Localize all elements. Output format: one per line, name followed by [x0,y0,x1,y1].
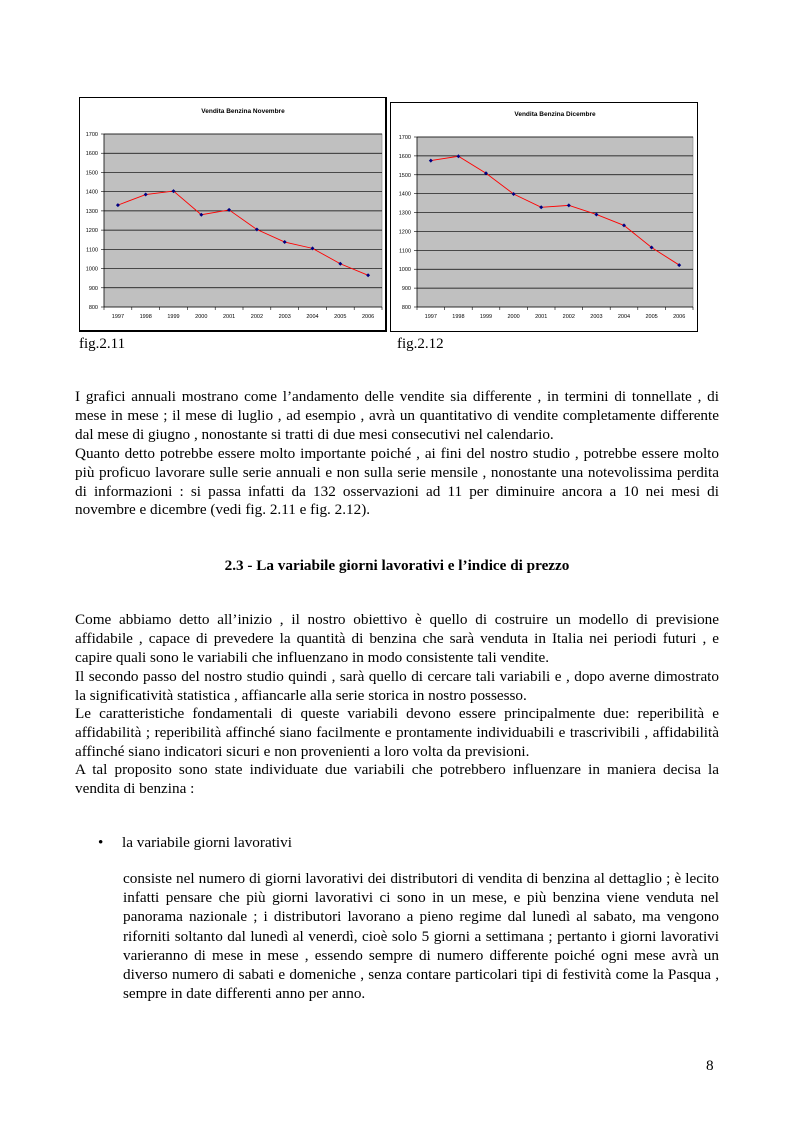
y-tick-label: 1100 [86,247,98,254]
plot-area [417,137,693,307]
y-tick-label: 1700 [398,135,411,141]
bullet-description: consiste nel numero di giorni lavorativi dei distributori di vendita di benzina al dettaglio ; è lecito infatti pensare che più giorni lavorativi ci sono in un mese, e più benzina viene venduta nel panorama nazionale ; i distributori lavorano a pieno regime dal lunedì al sabato, ma vengono riforniti soltanto dal lunedì al venerdì, cioè solo 5 giorni a settimana ; pertanto i giorni lavorativi varieranno di mese in mese , essendo sempre di numero differente poiché ogni mese avrà un diverso numero di sabati e domeniche , senza contare particolari tipi di festività come la Pasqua , sempre in date differenti anno per anno. [123,870,719,1003]
y-tick-label: 1000 [398,267,411,274]
section-heading: 2.3 - La variabile giorni lavorativi e l’indice di prezzo [224,557,570,574]
page-number: 8 [706,1057,714,1074]
bullet-icon: • [98,834,104,851]
y-tick-label: 1200 [398,229,411,236]
y-tick-label: 1400 [398,191,411,198]
y-tick-label: 1300 [85,208,98,215]
chart-dicembre-svg [391,103,697,331]
x-tick-label: 2006 [361,314,375,320]
chart-title: Vendita Benzina Dicembre [514,111,596,118]
x-tick-label: 2004 [617,314,631,320]
x-tick-label: 2000 [507,314,520,320]
paragraph-4: Il secondo passo del nostro studio quindi , sarà quello di cercare tali variabili e , dopo averne dimostrato la significatività statistica , affiancarle alla serie storica in nostro possesso. [75,668,719,704]
y-tick-label: 1300 [398,210,411,217]
x-tick-label: 2004 [306,314,319,320]
figure-caption-2-12: fig.2.12 [397,336,444,352]
y-tick-label: 1600 [398,153,411,160]
x-tick-label: 2003 [278,314,291,320]
paragraph-5: Le caratteristiche fondamentali di queste variabili devono essere principalmente due: reperibilità e affidabilità ; reperibilità affinché siano facilmente e prontamente individuabili e trascrivibili , affidabilità affinché siano indicatori sicuri e non provenienti a loro volta da previsioni. [75,705,719,760]
x-tick-label: 1997 [424,314,437,320]
x-tick-label: 1999 [167,314,180,320]
x-tick-label: 2006 [673,314,686,320]
chart-dicembre [390,102,698,332]
x-tick-label: 1998 [139,314,152,320]
bullet-label: la variabile giorni lavorativi [122,834,292,851]
x-tick-label: 1999 [479,314,493,320]
y-tick-label: 900 [88,285,98,292]
y-tick-label: 1000 [85,266,98,273]
plot-area [104,134,382,307]
y-tick-label: 1400 [85,189,98,196]
x-tick-label: 2002 [562,314,575,320]
x-tick-label: 2002 [250,314,264,320]
paragraph-1: I grafici annuali mostrano come l’andamento delle vendite sia differente , in termini di tonnellate , di mese in mese ; il mese di luglio , ad esempio , avrà un quantitativo di vendite completamente differente dal mese di giugno , nonostante si tratti di due mesi consecutivi nel calendario. [75,388,719,443]
y-tick-label: 800 [401,305,411,311]
x-tick-label: 2000 [195,314,208,320]
y-tick-label: 1500 [398,172,411,179]
chart-title: Vendita Benzina Novembre [201,108,285,115]
bullet-item [98,834,292,852]
x-tick-label: 1997 [111,314,125,320]
x-tick-label: 2003 [590,314,603,320]
chart-novembre [79,97,387,332]
x-tick-label: 2001 [535,314,548,320]
y-tick-label: 1600 [85,151,98,158]
paragraph-3: Come abbiamo detto all’inizio , il nostro obiettivo è quello di costruire un modello di previsione affidabile , capace di prevedere la quantità di benzina che sarà venduta in Italia nei periodi futuri , e capire quali sono le variabili che influenzano in modo consistente tali vendite. [75,611,719,666]
x-tick-label: 2005 [334,314,347,320]
y-tick-label: 1700 [85,132,98,138]
y-tick-label: 1200 [85,228,98,235]
y-tick-label: 900 [401,286,411,293]
figure-caption-2-11: fig.2.11 [79,336,126,352]
paragraph-6: A tal proposito sono state individuate due variabili che potrebbero influenzare in maniera decisa la vendita di benzina : [75,761,719,797]
chart-novembre-svg [80,98,385,330]
x-tick-label: 2005 [645,314,658,320]
y-tick-label: 1500 [85,170,98,177]
y-tick-label: 1100 [399,248,411,255]
x-tick-label: 1998 [452,314,465,320]
y-tick-label: 800 [88,305,98,311]
x-tick-label: 2001 [222,314,236,320]
paragraph-2: Quanto detto potrebbe essere molto importante poiché , ai fini del nostro studio , potrebbe essere molto più proficuo lavorare sulle serie annuali e non sulla serie mensile , nonostante una notevolissima perdita di informazioni : si passa infatti da 132 osservazioni ad 11 per diminuire ancora a 10 nei mesi di novembre e dicembre (vedi fig. 2.11 e fig. 2.12). [75,445,719,519]
